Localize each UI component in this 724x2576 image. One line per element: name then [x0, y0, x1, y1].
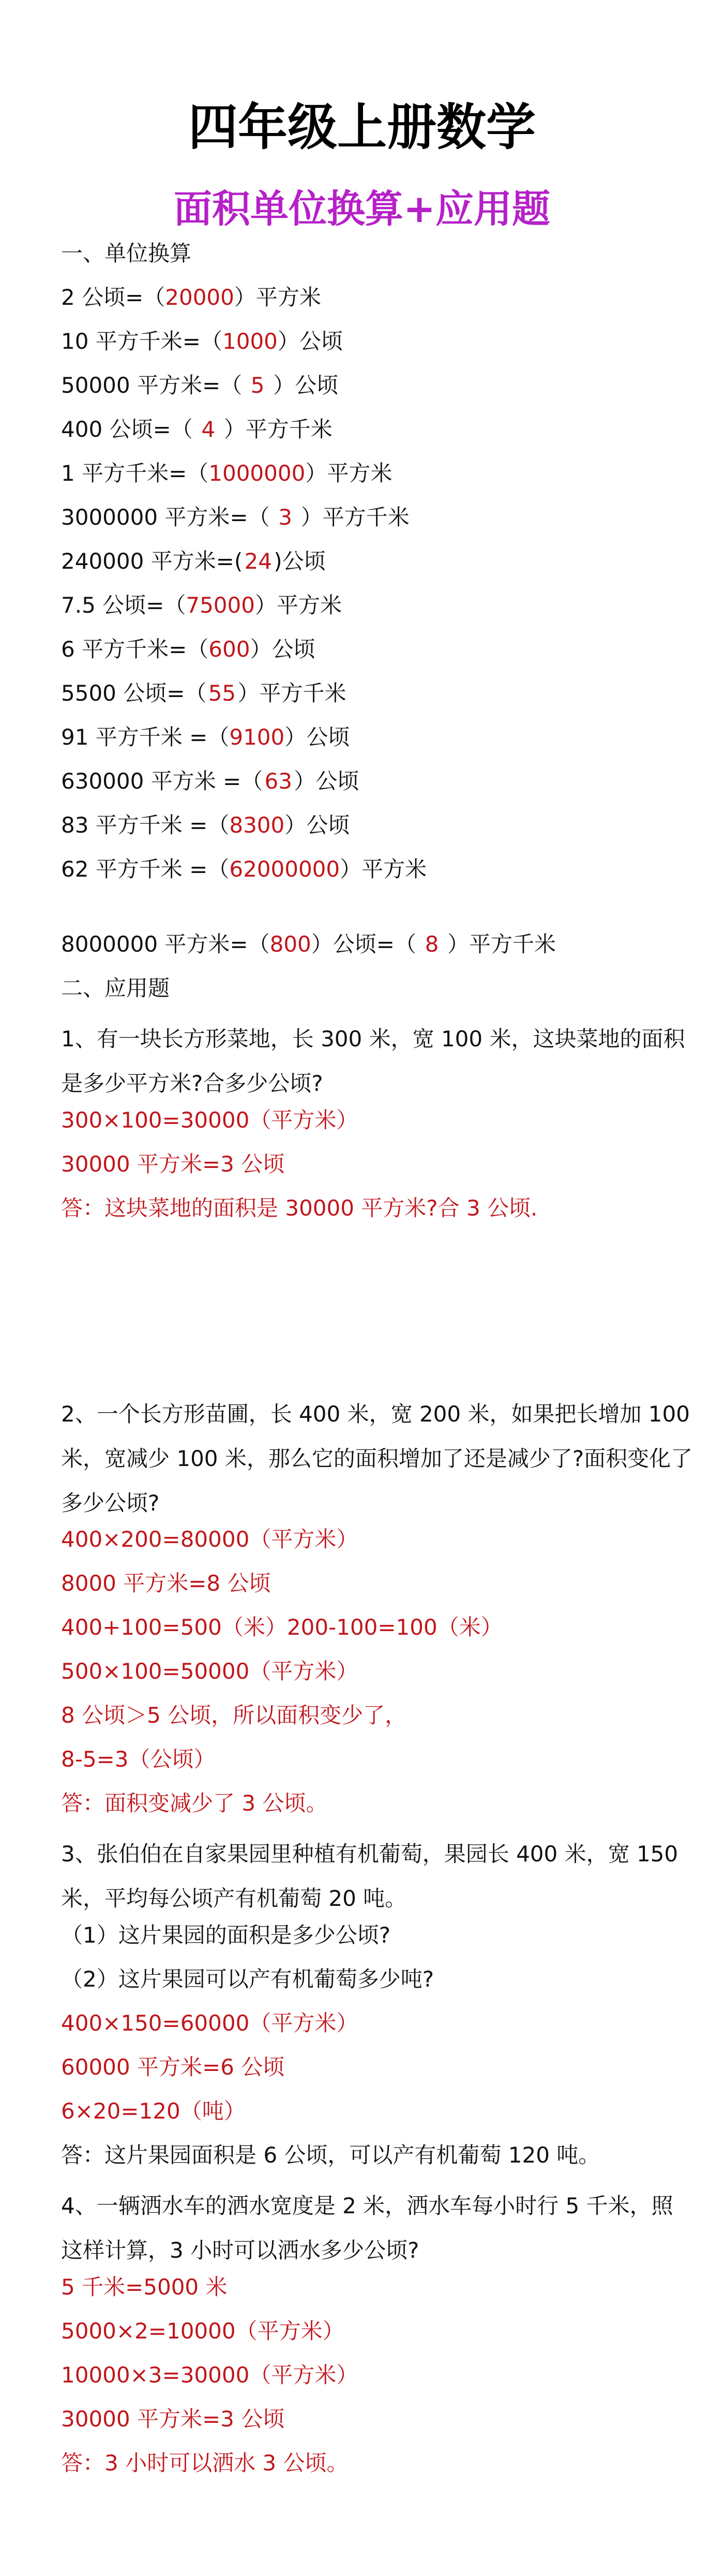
answer-blank: 1000: [222, 329, 278, 354]
problem-4-step: 5000×2=10000（平方米）: [61, 2318, 344, 2344]
problem-2-answer: 答：面积变减少了 3 公顷。: [61, 1790, 328, 1816]
problem-3-subquestion: （1）这片果园的面积是多少公顷?: [61, 1922, 391, 1948]
problem-2-step: 400+100=500（米）200-100=100（米）: [61, 1615, 503, 1640]
answer-blank: 55: [208, 680, 236, 706]
problem-3-answer: 答：这片果园面积是 6 公顷，可以产有机葡萄 120 吨。: [61, 2142, 600, 2168]
problem-1-answer: 答：这块菜地的面积是 30000 平方米?合 3 公顷.: [61, 1195, 538, 1221]
problem-1-step: 30000 平方米=3 公顷: [61, 1151, 285, 1177]
problem-1-step: 300×100=30000（平方米）: [61, 1107, 358, 1133]
last-conversion: 8000000 平方米=（800）公顷=（ 8 ）平方千米: [61, 929, 693, 960]
conversion-row: 5500 公顷=（55）平方千米: [61, 678, 693, 709]
answer-blank: 62000000: [229, 856, 340, 882]
conversion-row: 630000 平方米 =（63）公顷: [61, 766, 693, 797]
answer-blank: 3: [278, 505, 292, 530]
section-heading-conversion: 一、单位换算: [61, 241, 192, 266]
conversion-row: 62 平方千米 =（62000000）平方米: [61, 854, 693, 885]
problem-2-question: 2、一个长方形苗圃，长 400 米，宽 200 米，如果把长增加 100 米，宽减少 100 米，那么它的面积增加了还是减少了?面积变化了多少公顷?: [61, 1401, 693, 1516]
conversion-row: 83 平方千米 =（8300）公顷: [61, 810, 693, 841]
problem-4-question: 4、一辆洒水车的洒水宽度是 2 米，洒水车每小时行 5 千米，照这样计算，3 小时可以洒水多少公顷?: [61, 2193, 673, 2263]
problem-4-answer: 答：3 小时可以洒水 3 公顷。: [61, 2450, 349, 2476]
answer-blank: 600: [208, 636, 250, 662]
answer-blank: 4: [201, 417, 216, 442]
answer-blank: 1000000: [208, 461, 306, 486]
conversion-row: 240000 平方米=(24)公顷: [61, 546, 693, 577]
conversion-row: 400 公顷=（ 4 ）平方千米: [61, 414, 693, 445]
conversion-row: 10 平方千米=（1000）公顷: [61, 326, 693, 357]
problem-2-step: 400×200=80000（平方米）: [61, 1527, 358, 1552]
answer-blank: 24: [244, 549, 272, 574]
problem-3-question: 3、张伯伯在自家果园里种植有机葡萄，果园长 400 米，宽 150 米，平均每公顷产有机葡萄 20 吨。: [61, 1841, 678, 1911]
problem-2-step: 8000 平方米=8 公顷: [61, 1571, 271, 1596]
answer-blank: 5: [250, 373, 265, 398]
problem-2-step: 8 公顷＞5 公顷，所以面积变少了，: [61, 1702, 407, 1728]
problem-4-step: 5 千米=5000 米: [61, 2274, 228, 2300]
problem-4-step: 30000 平方米=3 公顷: [61, 2406, 285, 2432]
problem-4-step: 10000×3=30000（平方米）: [61, 2362, 358, 2388]
answer-blank: 63: [264, 768, 292, 794]
conversion-row: 91 平方千米 =（9100）公顷: [61, 722, 693, 753]
problem-2-step: 500×100=50000（平方米）: [61, 1659, 358, 1684]
page-title: 四年级上册数学: [188, 98, 536, 156]
conversion-row: 2 公顷=（20000）平方米: [61, 282, 693, 313]
conversion-row: 50000 平方米=（ 5 ）公顷: [61, 370, 693, 401]
problem-3-step: 60000 平方米=6 公顷: [61, 2054, 285, 2080]
page-subtitle: 面积单位换算+应用题: [173, 187, 550, 231]
section-heading-problems: 二、应用题: [61, 975, 170, 1001]
problem-3-step: 6×20=120（吨）: [61, 2098, 246, 2124]
answer-blank: 8: [425, 931, 439, 957]
conversion-row: 1 平方千米=（1000000）平方米: [61, 458, 693, 489]
problem-3-subquestion: （2）这片果园可以产有机葡萄多少吨?: [61, 1966, 434, 1992]
answer-blank: 20000: [165, 285, 234, 310]
conversion-row: 3000000 平方米=（ 3 ）平方千米: [61, 502, 693, 533]
problem-2-step: 8-5=3（公顷）: [61, 1746, 216, 1772]
conversion-row: 6 平方千米=（600）公顷: [61, 634, 693, 665]
answer-blank: 9100: [229, 724, 285, 750]
answer-blank: 8300: [229, 812, 285, 838]
answer-blank: 75000: [186, 593, 255, 618]
answer-blank: 800: [269, 931, 311, 957]
conversion-row: 7.5 公顷=（75000）平方米: [61, 590, 693, 621]
problem-3-step: 400×150=60000（平方米）: [61, 2010, 358, 2036]
problem-1-question: 1、有一块长方形菜地，长 300 米，宽 100 米，这块菜地的面积是多少平方米?合多少公顷?: [61, 1026, 685, 1096]
